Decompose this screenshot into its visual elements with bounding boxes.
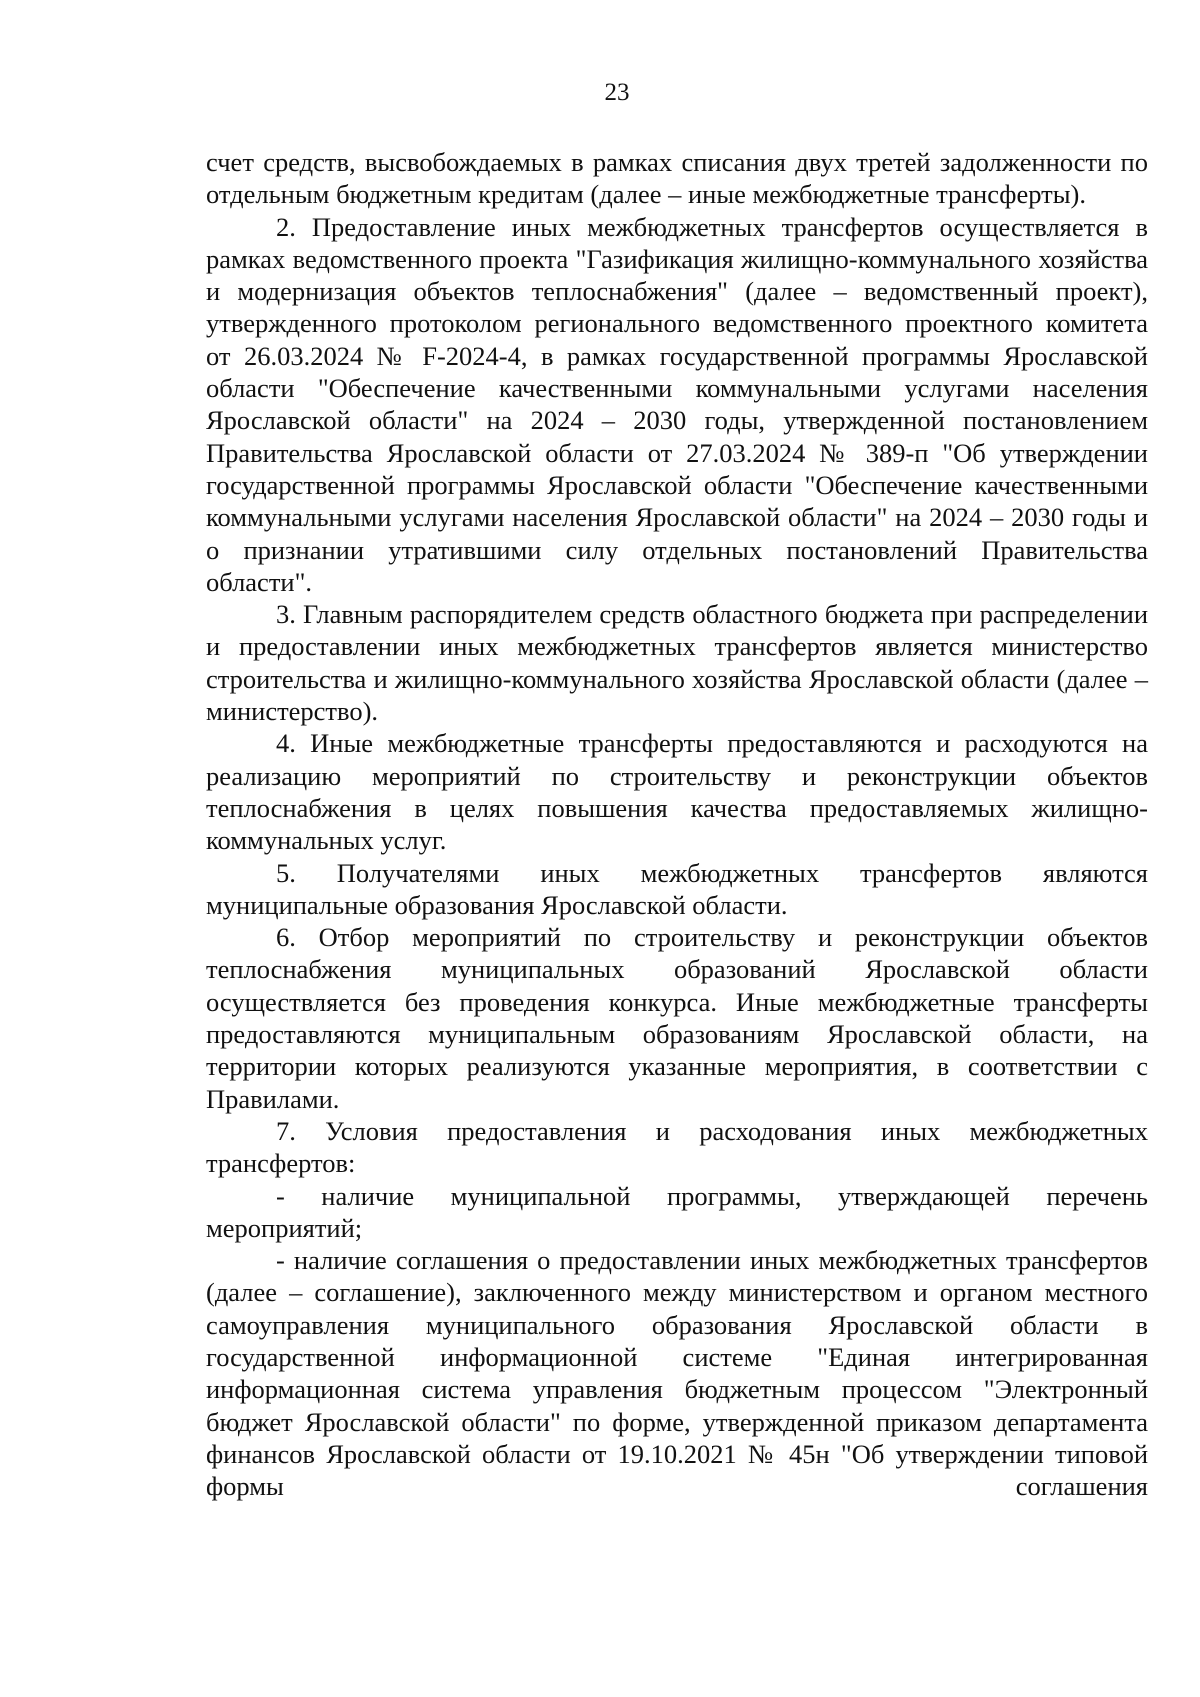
condition-municipal-program: - наличие муниципальной программы, утверждающей перечень мероприятий; xyxy=(206,1180,1148,1243)
paragraph-item-7: 7. Условия предоставления и расходования иных межбюджетных трансфертов: xyxy=(206,1115,1148,1179)
paragraph-item-2: 2. Предоставление иных межбюджетных трансфертов осуществляется в рамках ведомственного проекта "Газификация жилищно-коммунального хозяйства и модернизация объектов теплоснабжения" (далее – ведомственный проект), утвержденного протоколом регионального ведомственного проектного комитета от 26.03.2024 № F-2024-4, в рамках государственной программы Ярославской области "Обеспечение качественными коммунальными услугами населения Ярославской области" на 2024 – 2030 годы, утвержденной постановлением Правительства Ярославской области от 27.03.2024 № 389-п "Об утверждении государственной программы Ярославской области "Обеспечение качественными коммунальными услугами населения Ярославской области" на 2024 – 2030 годы и о признании утратившими силу отдельных постановлений Правительства области". xyxy=(206,211,1148,597)
paragraph-continuation: счет средств, высвобождаемых в рамках списания двух третей задолженности по отдельным бюджетным кредитам (далее – иные межбюджетные трансферты). xyxy=(206,147,1148,210)
page-number: 23 xyxy=(604,79,630,106)
document-body xyxy=(206,146,1148,1502)
paragraph-item-5: 5. Получателями иных межбюджетных трансфертов являются муниципальные образования Ярославской области. xyxy=(206,857,1148,920)
paragraph-item-6: 6. Отбор мероприятий по строительству и реконструкции объектов теплоснабжения муниципальных образований Ярославской области осуществляется без проведения конкурса. Иные межбюджетные трансферты предоставляются муниципальным образованиям Ярославской области, на территории которых реализуются указанные мероприятия, в соответствии с Правилами. xyxy=(206,922,1148,1114)
paragraph-item-4: 4. Иные межбюджетные трансферты предоставляются и расходуются на реализацию мероприятий по строительству и реконструкции объектов теплоснабжения в целях повышения качества предоставляемых жилищно-коммунальных услуг. xyxy=(206,728,1148,856)
condition-agreement: - наличие соглашения о предоставлении иных межбюджетных трансфертов (далее – соглашение), заключенного между министерством и органом местного самоуправления муниципального образования Ярославской области в государственной информационной системе "Единая интегрированная информационная система управления бюджетным процессом "Электронный бюджет Ярославской области" по форме, утвержденной приказом департамента финансов Ярославской области от 19.10.2021 № 45н "Об утверждении типовой формы соглашения xyxy=(206,1245,1148,1502)
paragraph-item-3: 3. Главным распорядителем средств областного бюджета при распределении и предоставлении иных межбюджетных трансфертов является министерство строительства и жилищно-коммунального хозяйства Ярославской области (далее – министерство). xyxy=(206,599,1148,727)
